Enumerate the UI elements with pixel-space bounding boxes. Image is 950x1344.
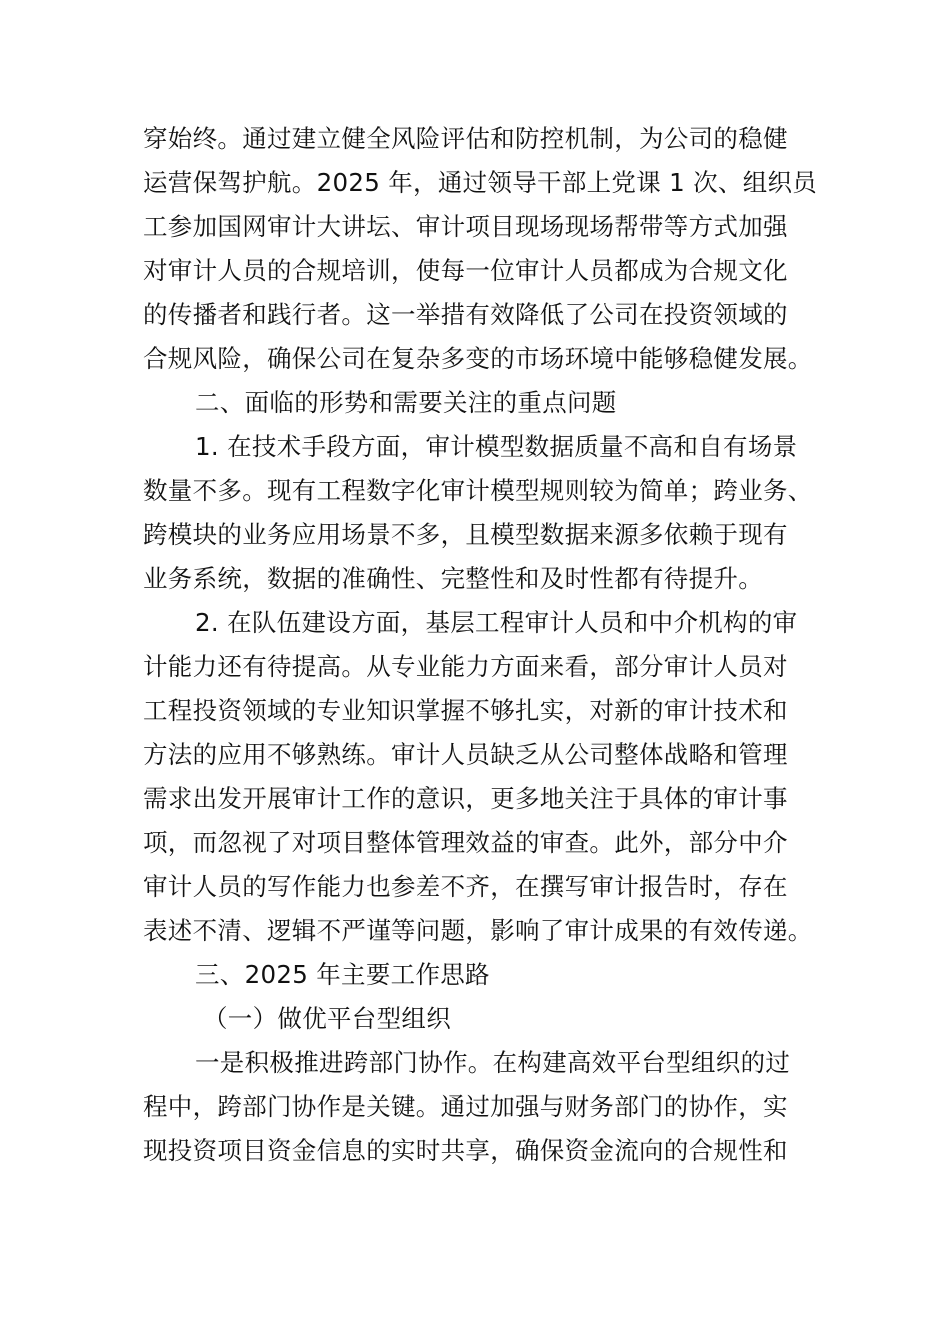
body-line: 需求出发开展审计工作的意识，更多地关注于具体的审计事 xyxy=(143,784,788,813)
document-body xyxy=(143,117,818,1173)
body-line: 计能力还有待提高。从专业能力方面来看，部分审计人员对 xyxy=(143,652,788,681)
numbered-item-heading: 1. 在技术手段方面，审计模型数据质量不高和自有场景 xyxy=(195,432,798,461)
body-line: 表述不清、逻辑不严谨等问题，影响了审计成果的有效传递。 xyxy=(143,916,813,945)
body-line: 穿始终。通过建立健全风险评估和防控机制，为公司的稳健 xyxy=(143,124,788,153)
body-line: 程中，跨部门协作是关键。通过加强与财务部门的协作，实 xyxy=(143,1092,788,1121)
subsection-heading: （一）做优平台型组织 xyxy=(203,1004,451,1033)
body-line: 运营保驾护航。2025 年，通过领导干部上党课 1 次、组织员 xyxy=(143,168,818,197)
body-line: 方法的应用不够熟练。审计人员缺乏从公司整体战略和管理 xyxy=(143,740,788,769)
body-line: 的传播者和践行者。这一举措有效降低了公司在投资领域的 xyxy=(143,300,788,329)
body-line: 项，而忽视了对项目整体管理效益的审查。此外，部分中介 xyxy=(143,828,788,857)
section-heading: 三、2025 年主要工作思路 xyxy=(195,960,490,989)
body-line: 跨模块的业务应用场景不多，且模型数据来源多依赖于现有 xyxy=(143,520,788,549)
body-line: 工参加国网审计大讲坛、审计项目现场现场帮带等方式加强 xyxy=(143,212,788,241)
body-line: 审计人员的写作能力也参差不齐，在撰写审计报告时，存在 xyxy=(143,872,788,901)
body-line: 对审计人员的合规培训，使每一位审计人员都成为合规文化 xyxy=(143,256,788,285)
paragraph-start: 一是积极推进跨部门协作。在构建高效平台型组织的过 xyxy=(195,1048,791,1077)
body-line: 数量不多。现有工程数字化审计模型规则较为简单；跨业务、 xyxy=(143,476,813,505)
body-line: 工程投资领域的专业知识掌握不够扎实，对新的审计技术和 xyxy=(143,696,788,725)
numbered-item-heading: 2. 在队伍建设方面，基层工程审计人员和中介机构的审 xyxy=(195,608,798,637)
body-line: 合规风险，确保公司在复杂多变的市场环境中能够稳健发展。 xyxy=(143,344,813,373)
section-heading: 二、面临的形势和需要关注的重点问题 xyxy=(195,388,617,417)
body-line: 业务系统，数据的准确性、完整性和及时性都有待提升。 xyxy=(143,564,763,593)
body-line: 现投资项目资金信息的实时共享，确保资金流向的合规性和 xyxy=(143,1136,788,1165)
